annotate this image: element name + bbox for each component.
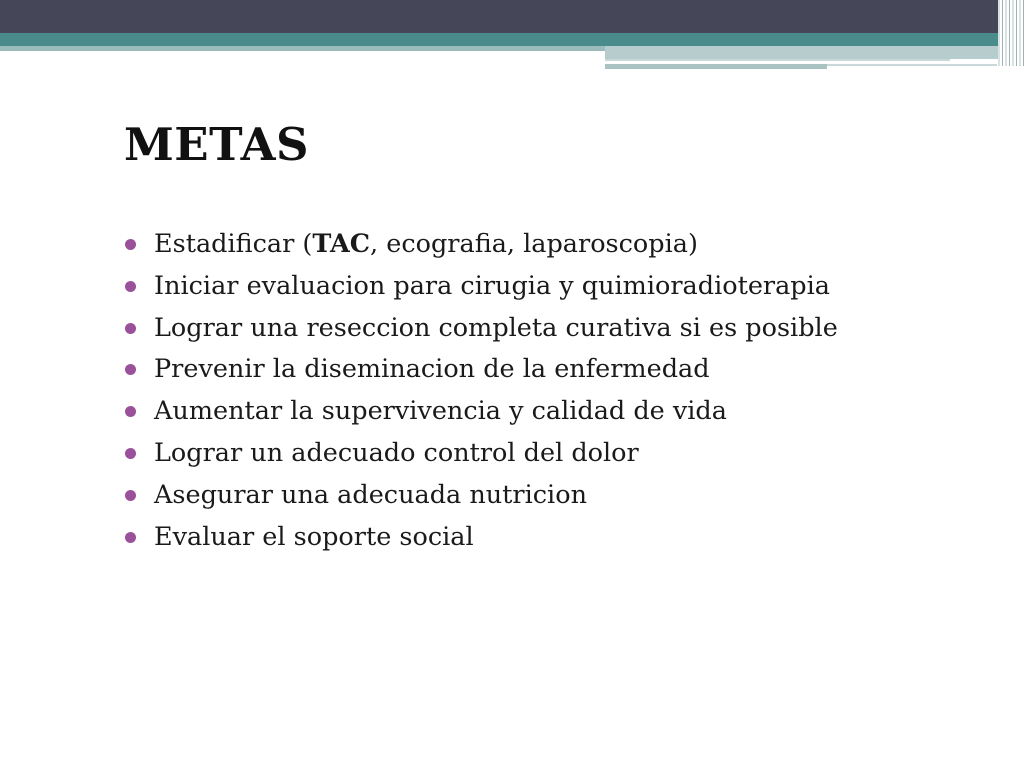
bullet-text-before: Estadificar ( xyxy=(154,229,313,259)
header-stripes xyxy=(998,0,1024,66)
bullet-text: Asegurar una adecuada nutricion xyxy=(154,479,587,510)
bullet-dot-icon xyxy=(125,239,136,250)
header-band-teal xyxy=(0,33,1024,46)
slide-title: METAS xyxy=(124,118,310,171)
bullet-dot-icon xyxy=(125,532,136,543)
header-line-2 xyxy=(605,64,827,69)
bullet-dot-icon xyxy=(125,448,136,459)
bullet-item xyxy=(124,266,838,308)
bullet-dot-icon xyxy=(125,364,136,375)
bullet-text: Lograr un adecuado control del dolor xyxy=(154,437,639,468)
bullet-text: Aumentar la supervivencia y calidad de vida xyxy=(154,396,727,427)
bullet-dot-icon xyxy=(125,490,136,501)
bullet-text: Lograr una reseccion completa curativa si es posible xyxy=(154,312,838,343)
bullet-item xyxy=(124,391,838,433)
bullet-dot-icon xyxy=(125,281,136,292)
bullet-item xyxy=(124,308,838,350)
bullet-dot-icon xyxy=(125,406,136,417)
header-band-light-left xyxy=(0,46,605,51)
bullet-item xyxy=(124,349,838,391)
header-band-dark xyxy=(0,0,1024,33)
bullet-text: Iniciar evaluacion para cirugia y quimioradioterapia xyxy=(154,270,830,301)
bullet-item xyxy=(124,433,838,475)
bullet-item xyxy=(124,475,838,517)
header-band-light-right xyxy=(605,46,1000,59)
header-line-3 xyxy=(827,64,997,66)
bullet-text: Prevenir la diseminacion de la enfermedad xyxy=(154,354,710,385)
bullet-item xyxy=(124,224,838,266)
bullet-text: Evaluar el soporte social xyxy=(154,521,474,552)
bullet-text-after: , ecografia, laparoscopia) xyxy=(370,229,698,259)
bullet-text-bold: TAC xyxy=(312,229,371,259)
bullet-list xyxy=(124,224,838,558)
bullet-item xyxy=(124,517,838,559)
bullet-dot-icon xyxy=(125,323,136,334)
header-line-1 xyxy=(605,59,950,61)
